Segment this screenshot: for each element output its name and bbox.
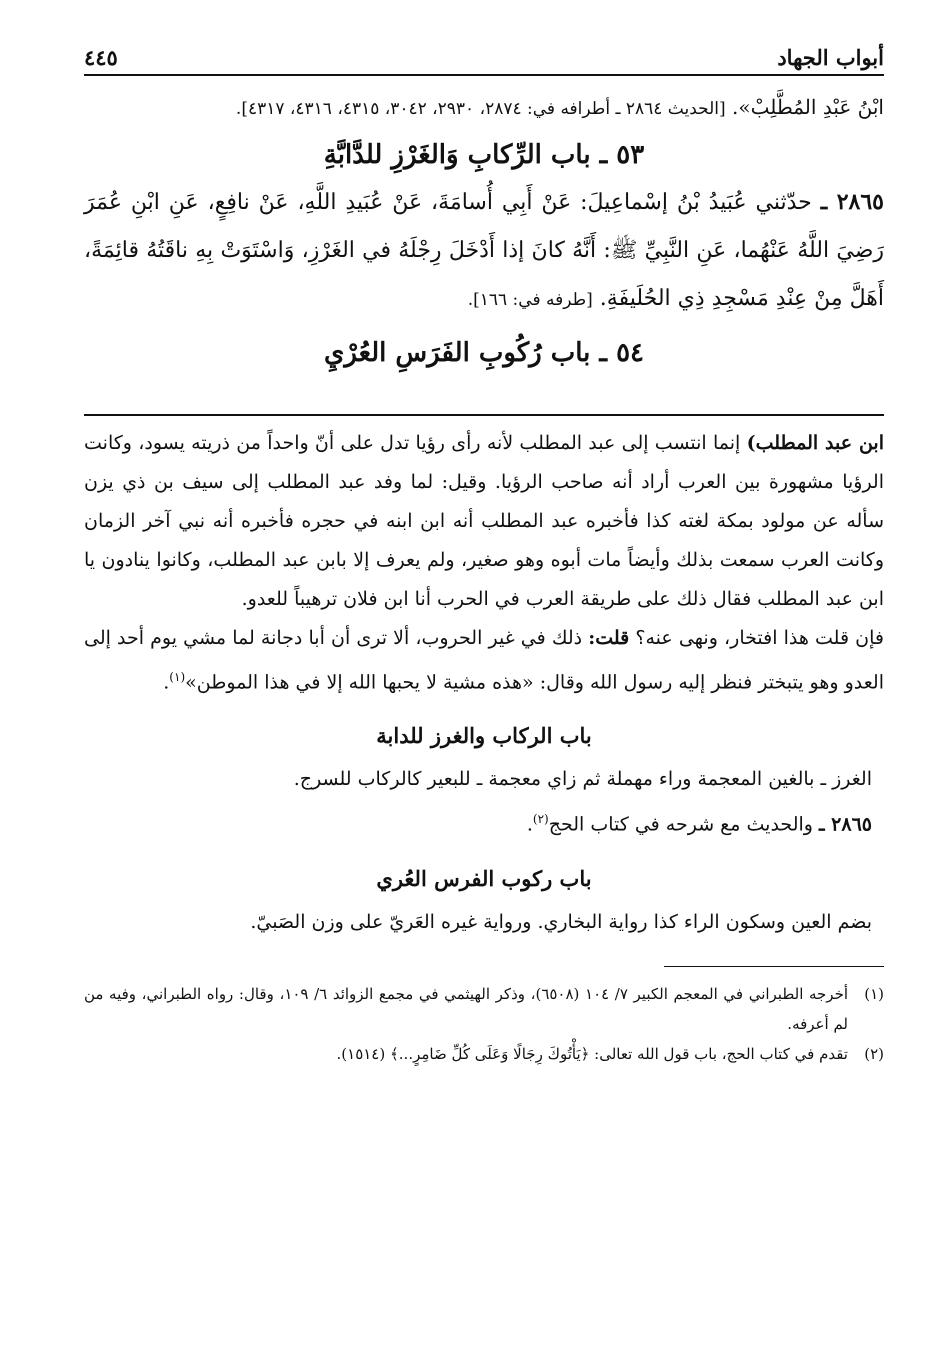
commentary-answer: ذلك في غير الحروب، ألا ترى أن أبا دجانة لما مشي يوم أحد إلى العدو وهو يتبختر فنظر إليه رسول الله وقال: «هذه مشية لا يحبها الله إلا في هذا الموطن» (84, 627, 884, 694)
commentary-line-2865 (84, 799, 884, 844)
commentary-term: ابن عبد المطلب) (746, 432, 884, 454)
commentary-heading-horse: باب ركوب الفرس العُري (376, 865, 592, 891)
footnote-2 (84, 1039, 884, 1069)
commentary-hadith-number: ٢٨٦٥ ـ (818, 813, 872, 836)
commentary-hadith-note: والحديث مع شرحه في كتاب الحج (548, 813, 813, 836)
commentary-paragraph-1 (84, 424, 884, 619)
footnote-text: تقدم في كتاب الحج، باب قول الله تعالى: ﴿يَأْتُوكَ رِجَالًا وَعَلَى كُلِّ ضَامِرٍ...﴾ (١٥١٤). (336, 1044, 848, 1063)
footnote-1 (84, 979, 884, 1039)
footnote-text: أخرجه الطبراني في المعجم الكبير ٧/ ١٠٤ (٦٥٠٨)، وذكر الهيثمي في مجمع الزوائد ٦/ ١٠٩، وقال: رواه الطبراني، وفيه من لم أعرفه. (84, 984, 849, 1033)
footnotes (84, 979, 884, 1069)
commentary-heading-stirrup: باب الركاب والغرز للدابة (376, 723, 592, 749)
hadith-2865 (84, 178, 884, 324)
period: . (163, 671, 170, 694)
previous-hadith-reference: [الحديث ٢٨٦٤ ـ أطرافه في: ٢٨٧٤، ٢٩٣٠، ٣٠٤٢، ٤٣١٥، ٤٣١٦، ٤٣١٧]. (235, 99, 726, 119)
footnote-mark: (١) (864, 984, 884, 1003)
page-body (84, 30, 884, 1330)
running-title: أبواب الجهاد (777, 45, 884, 70)
page-number: ٤٤٥ (84, 45, 118, 70)
commentary-line-gharz: الغرز ـ بالغين المعجمة وراء مهملة ثم زاي معجمة ـ للبعير كالركاب للسرج. (293, 768, 872, 791)
previous-hadith-ending (84, 90, 884, 126)
page-header (84, 30, 884, 76)
commentary-answer-label: قلت: (588, 627, 630, 649)
hadith-number: ٢٨٦٥ ـ (820, 189, 884, 215)
footnote-ref-1: (١) (169, 670, 186, 684)
commentary-divider (84, 414, 884, 416)
footnote-ref-2: (٢) (532, 812, 549, 827)
commentary-line-urri: بضم العين وسكون الراء كذا رواية البخاري. ورواية غيره العَريّ على وزن الصَبيّ. (250, 910, 872, 933)
hadith-text: حدّثني عُبَيدُ بْنُ إسْماعِيلَ: عَنْ أَبِي أُسامَةَ، عَنْ عُبَيدِ اللَّهِ، عَنْ نافِعٍ، عَنِ ابْنِ عُمَرَ رَضِيَ اللَّهُ عَنْهُما، عَنِ النَّبِيِّ ﷺ: أَنَّهُ كانَ إذا أَدْخَلَ رِجْلَهُ في الغَرْزِ، وَاسْتَوَتْ بِهِ ناقَتُهُ قائِمَةً، أَهَلَّ مِنْ عِنْدِ مَسْجِدِ ذِي الحُلَيفَةِ. (84, 190, 884, 311)
hadith-reference: [طرفه في: ١٦٦]. (467, 290, 593, 310)
commentary-question: فإن قلت هذا افتخار، ونهى عنه؟ (635, 627, 884, 649)
chapter-54-heading: ٥٤ ـ باب رُكُوبِ الفَرَسِ العُرْيِ (323, 338, 645, 368)
commentary (84, 424, 884, 942)
chapter-53-heading: ٥٣ ـ باب الرِّكابِ وَالغَرْزِ للدَّابَّةِ (323, 140, 645, 170)
period: . (526, 813, 533, 836)
previous-hadith-text: ابْنُ عَبْدِ المُطَّلِبْ». (731, 95, 884, 119)
commentary-paragraph-2 (84, 619, 884, 702)
footnote-rule (664, 966, 884, 967)
commentary-text: إنما انتسب إلى عبد المطلب لأنه رأى رؤيا تدل على أنّ واحداً من ذريته يسود، وكانت الرؤيا مشهورة بين العرب أراد أنه صاحب الرؤيا. وقيل: لما وفد عبد المطلب إلى سيف بن ذي يزن سأله عن مولود بمكة لغته كذا فأخبره عبد المطلب أنه ابن ابنه في حجره فأخبره أنه نبي آخر الزمان وكانت العرب سمعت بذلك وأيضاً مات أبوه وهو صغير، ولم يعرف إلا بابن عبد المطلب، وكانوا ينادون يا ابن عبد المطلب فقال ذلك على طريقة العرب في الحرب أنا ابن فلان ترهيباً للعدو. (84, 432, 884, 610)
footnote-mark: (٢) (864, 1044, 884, 1063)
